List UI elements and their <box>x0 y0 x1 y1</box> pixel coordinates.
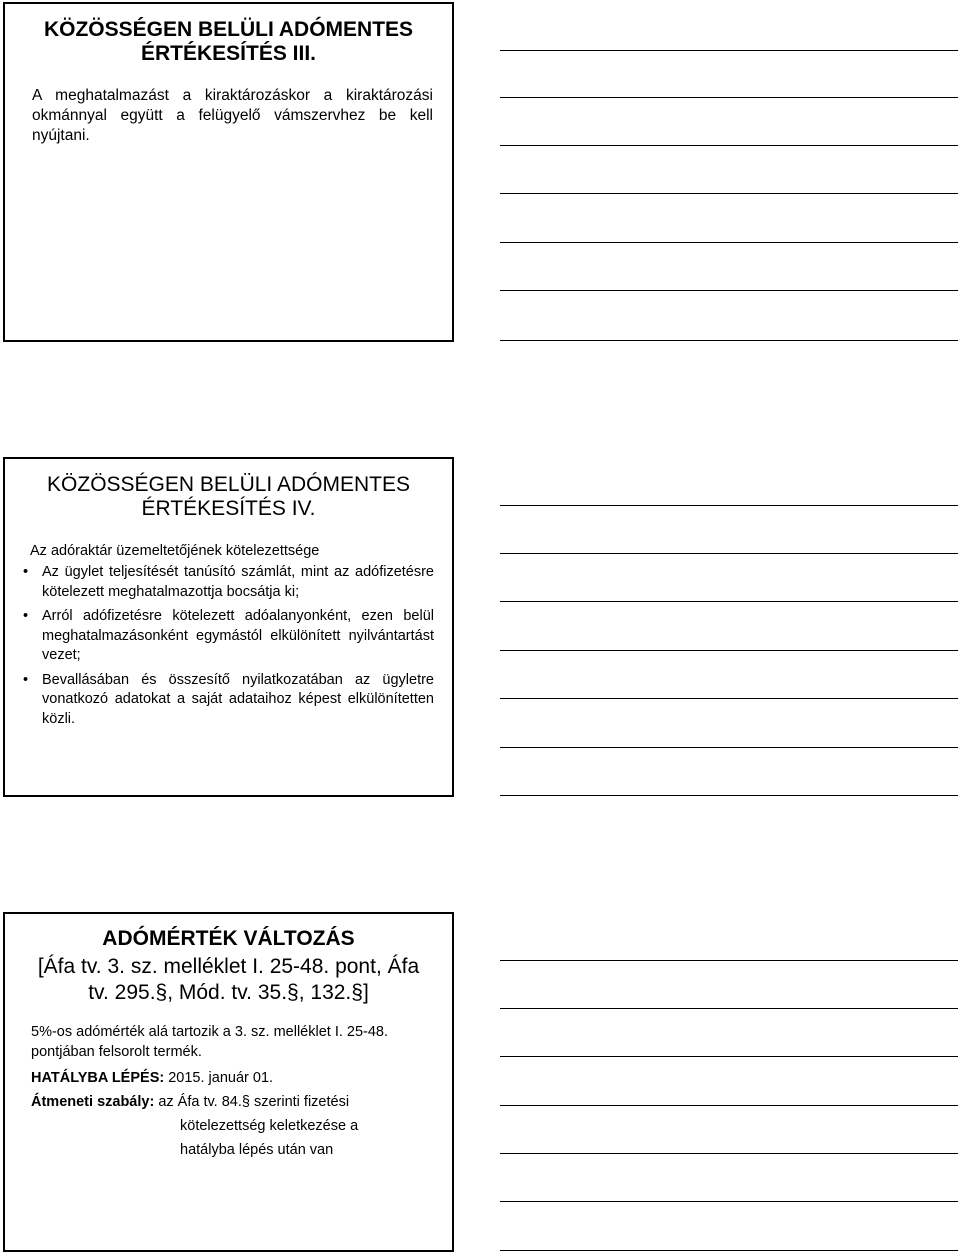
transitional-label: Átmeneti szabály: <box>31 1094 155 1110</box>
note-line <box>500 747 958 748</box>
slide-1-title-line-2: ÉRTÉKESÍTÉS III. <box>140 42 317 65</box>
note-line <box>500 553 958 554</box>
slide-3-transitional-cont-1: kötelezettség keletkezése a <box>180 1118 359 1134</box>
slide-2-title <box>5 473 452 521</box>
note-line <box>500 505 958 506</box>
note-line <box>500 97 958 98</box>
slide-2-title-line-1: KÖZÖSSÉGEN BELÜLI ADÓMENTES <box>47 473 410 496</box>
slide-1-paragraph: A meghatalmazást a kiraktározáskor a kiraktározási okmánnyal együtt a felügyelő vámszervhez be kell nyújtani. <box>32 87 433 144</box>
note-line <box>500 1153 958 1154</box>
effective-label: HATÁLYBA LÉPÉS: <box>31 1070 165 1086</box>
note-line <box>500 145 958 146</box>
slide-2-subtitle: Az adóraktár üzemeltetőjének kötelezettsége <box>30 543 320 559</box>
slide-3-transitional-rule <box>31 1092 349 1112</box>
note-line <box>500 795 958 796</box>
slide-2 <box>3 457 454 797</box>
note-line <box>500 1056 958 1057</box>
note-line <box>500 193 958 194</box>
note-line <box>500 650 958 651</box>
note-line <box>500 1250 958 1251</box>
bullet-icon: • <box>23 564 29 580</box>
list-item-text: Arról adófizetésre kötelezett adóalanyonként, ezen belül meghatalmazásonként egymástól elkülönített nyilvántartást vezet; <box>42 608 434 663</box>
note-line <box>500 242 958 243</box>
list-item <box>21 563 434 602</box>
note-line <box>500 601 958 602</box>
note-line <box>500 1105 958 1106</box>
slide-1-title-line-1: KÖZÖSSÉGEN BELÜLI ADÓMENTES <box>43 18 414 41</box>
bullet-icon: • <box>23 671 29 688</box>
note-line <box>500 1201 958 1202</box>
slide-3-effective-date <box>31 1068 273 1088</box>
transitional-value: az Áfa tv. 84.§ szerinti fizetési <box>154 1094 350 1110</box>
slide-3-reference-line-1: [Áfa tv. 3. sz. melléklet I. 25-48. pont, Áfa <box>37 955 420 978</box>
slide-2-bullet-list <box>21 563 434 734</box>
slide-3-reference-line-2: tv. 295.§, Mód. tv. 35.§, 132.§] <box>88 981 369 1004</box>
note-line <box>500 698 958 699</box>
list-item-text: Bevallásában és összesítő nyilatkozatában az ügyletre vonatkozó adatokat a saját adataihoz képest elkülönítetten közli. <box>42 671 434 727</box>
slide-2-title-line-2: ÉRTÉKESÍTÉS IV. <box>141 497 316 520</box>
note-line <box>500 50 958 51</box>
note-line <box>500 340 958 341</box>
slide-1-title <box>5 18 452 66</box>
slide-3 <box>3 912 454 1252</box>
effective-value: 2015. január 01. <box>164 1070 274 1086</box>
slide-3-paragraph: 5%-os adómérték alá tartozik a 3. sz. melléklet I. 25-48. pontjában felsorolt termék. <box>31 1024 389 1060</box>
slide-1 <box>3 2 454 342</box>
list-item-text: Az ügylet teljesítését tanúsító számlát, mint az adófizetésre kötelezett meghatalmazottja bocsátja ki; <box>42 564 434 600</box>
bullet-icon: • <box>23 608 29 624</box>
slide-3-title: ADÓMÉRTÉK VÁLTOZÁS <box>102 927 355 950</box>
note-line <box>500 960 958 961</box>
note-line <box>500 1008 958 1009</box>
slide-3-transitional-cont-2: hatályba lépés után van <box>180 1142 334 1158</box>
list-item <box>21 671 434 730</box>
note-line <box>500 290 958 291</box>
slide-3-reference <box>17 954 440 1006</box>
list-item <box>21 607 434 666</box>
